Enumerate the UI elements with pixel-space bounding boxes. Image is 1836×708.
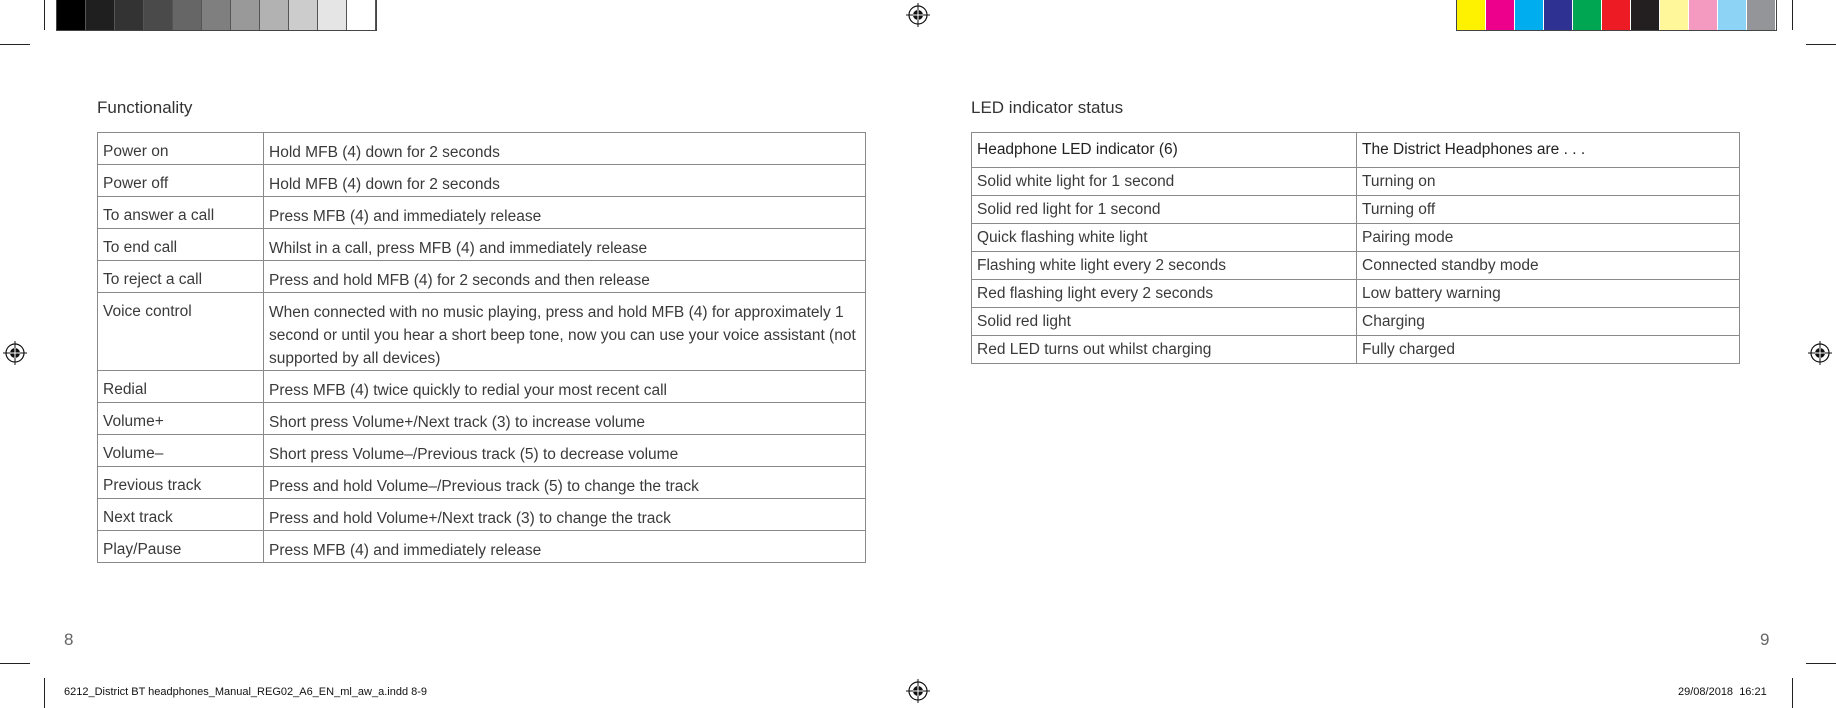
color-swatch bbox=[1515, 0, 1544, 30]
table-row bbox=[98, 467, 866, 499]
function-description: Whilst in a call, press MFB (4) and immediately release bbox=[264, 229, 866, 261]
footer-time: 16:21 bbox=[1739, 686, 1767, 698]
led-indicator: Solid white light for 1 second bbox=[972, 168, 1357, 196]
table-row bbox=[972, 336, 1740, 364]
led-indicator: Red flashing light every 2 seconds bbox=[972, 280, 1357, 308]
gray-swatch bbox=[289, 0, 318, 30]
crop-mark bbox=[0, 663, 30, 664]
function-action: Next track bbox=[98, 499, 264, 531]
color-swatch bbox=[1486, 0, 1515, 30]
registration-target-icon bbox=[906, 679, 930, 703]
table-row bbox=[98, 531, 866, 563]
crop-mark bbox=[1792, 0, 1793, 30]
crop-mark bbox=[44, 0, 45, 30]
crop-mark bbox=[44, 678, 45, 708]
gray-swatch bbox=[260, 0, 289, 30]
led-indicator: Solid red light bbox=[972, 308, 1357, 336]
crop-mark bbox=[0, 44, 30, 45]
led-state: Fully charged bbox=[1357, 336, 1740, 364]
page-number-left: 8 bbox=[64, 630, 74, 649]
gray-swatch bbox=[115, 0, 144, 30]
function-action: Power on bbox=[98, 133, 264, 165]
table-row bbox=[98, 165, 866, 197]
function-description: Hold MFB (4) down for 2 seconds bbox=[264, 133, 866, 165]
registration-target-icon bbox=[906, 3, 930, 27]
function-action: Volume– bbox=[98, 435, 264, 467]
color-swatch bbox=[1747, 0, 1776, 30]
table-row bbox=[98, 371, 866, 403]
led-indicator: Solid red light for 1 second bbox=[972, 196, 1357, 224]
function-description: Press and hold Volume–/Previous track (5) to change the track bbox=[264, 467, 866, 499]
table-row bbox=[98, 435, 866, 467]
led-indicator: Quick flashing white light bbox=[972, 224, 1357, 252]
led-indicator: Red LED turns out whilst charging bbox=[972, 336, 1357, 364]
led-state: Low battery warning bbox=[1357, 280, 1740, 308]
led-state: Turning off bbox=[1357, 196, 1740, 224]
function-action: Volume+ bbox=[98, 403, 264, 435]
led-status-title: LED indicator status bbox=[971, 98, 1124, 117]
table-row bbox=[98, 229, 866, 261]
function-action: Power off bbox=[98, 165, 264, 197]
gray-swatch bbox=[318, 0, 347, 30]
footer-timestamp bbox=[1678, 686, 1767, 698]
footer-date: 29/08/2018 bbox=[1678, 686, 1734, 698]
gray-swatch bbox=[144, 0, 173, 30]
color-swatch bbox=[1631, 0, 1660, 30]
function-description: Press and hold MFB (4) for 2 seconds and then release bbox=[264, 261, 866, 293]
function-action: To reject a call bbox=[98, 261, 264, 293]
crop-mark bbox=[1806, 663, 1836, 664]
registration-target-icon bbox=[1808, 341, 1832, 365]
grayscale-bar bbox=[56, 0, 377, 31]
led-state: Charging bbox=[1357, 308, 1740, 336]
gray-swatch bbox=[173, 0, 202, 30]
function-description: When connected with no music playing, press and hold MFB (4) for approximately 1 second or until you hear a short beep tone, now you can use your voice assistant (not supported by all devices) bbox=[264, 293, 866, 371]
crop-mark bbox=[1806, 44, 1836, 45]
color-swatch bbox=[1718, 0, 1747, 30]
table-row bbox=[98, 499, 866, 531]
color-swatch bbox=[1544, 0, 1573, 30]
function-description: Hold MFB (4) down for 2 seconds bbox=[264, 165, 866, 197]
gray-swatch bbox=[231, 0, 260, 30]
led-state: Pairing mode bbox=[1357, 224, 1740, 252]
function-description: Press and hold Volume+/Next track (3) to change the track bbox=[264, 499, 866, 531]
color-swatch bbox=[1689, 0, 1718, 30]
gray-swatch bbox=[347, 0, 376, 30]
function-description: Short press Volume–/Previous track (5) to decrease volume bbox=[264, 435, 866, 467]
color-swatch bbox=[1457, 0, 1486, 30]
color-bar bbox=[1456, 0, 1777, 31]
table-row bbox=[98, 261, 866, 293]
gray-swatch bbox=[86, 0, 115, 30]
function-action: Redial bbox=[98, 371, 264, 403]
color-swatch bbox=[1573, 0, 1602, 30]
table-row bbox=[98, 197, 866, 229]
function-description: Press MFB (4) and immediately release bbox=[264, 197, 866, 229]
table-row bbox=[972, 224, 1740, 252]
table-row bbox=[972, 196, 1740, 224]
crop-mark bbox=[1792, 678, 1793, 708]
table-row bbox=[972, 168, 1740, 196]
header-indicator: Headphone LED indicator (6) bbox=[972, 133, 1357, 168]
table-row bbox=[972, 308, 1740, 336]
functionality-table bbox=[97, 132, 866, 563]
table-row bbox=[98, 403, 866, 435]
gray-swatch bbox=[202, 0, 231, 30]
function-action: Play/Pause bbox=[98, 531, 264, 563]
led-state: Turning on bbox=[1357, 168, 1740, 196]
led-indicator: Flashing white light every 2 seconds bbox=[972, 252, 1357, 280]
color-swatch bbox=[1660, 0, 1689, 30]
registration-target-icon bbox=[3, 341, 27, 365]
function-description: Press MFB (4) and immediately release bbox=[264, 531, 866, 563]
header-state: The District Headphones are . . . bbox=[1357, 133, 1740, 168]
gray-swatch bbox=[57, 0, 86, 30]
table-row bbox=[972, 280, 1740, 308]
function-action: Previous track bbox=[98, 467, 264, 499]
functionality-title: Functionality bbox=[97, 98, 193, 117]
function-action: To end call bbox=[98, 229, 264, 261]
footer-filename: 6212_District BT headphones_Manual_REG02_A6_EN_ml_aw_a.indd 8-9 bbox=[64, 686, 428, 698]
table-row bbox=[98, 133, 866, 165]
function-action: Voice control bbox=[98, 293, 264, 371]
table-row bbox=[98, 293, 866, 371]
led-state: Connected standby mode bbox=[1357, 252, 1740, 280]
page-number-right: 9 bbox=[1760, 630, 1770, 649]
function-description: Press MFB (4) twice quickly to redial your most recent call bbox=[264, 371, 866, 403]
function-description: Short press Volume+/Next track (3) to increase volume bbox=[264, 403, 866, 435]
table-row bbox=[972, 252, 1740, 280]
function-action: To answer a call bbox=[98, 197, 264, 229]
color-swatch bbox=[1602, 0, 1631, 30]
led-status-table bbox=[971, 132, 1740, 364]
table-header-row bbox=[972, 133, 1740, 168]
